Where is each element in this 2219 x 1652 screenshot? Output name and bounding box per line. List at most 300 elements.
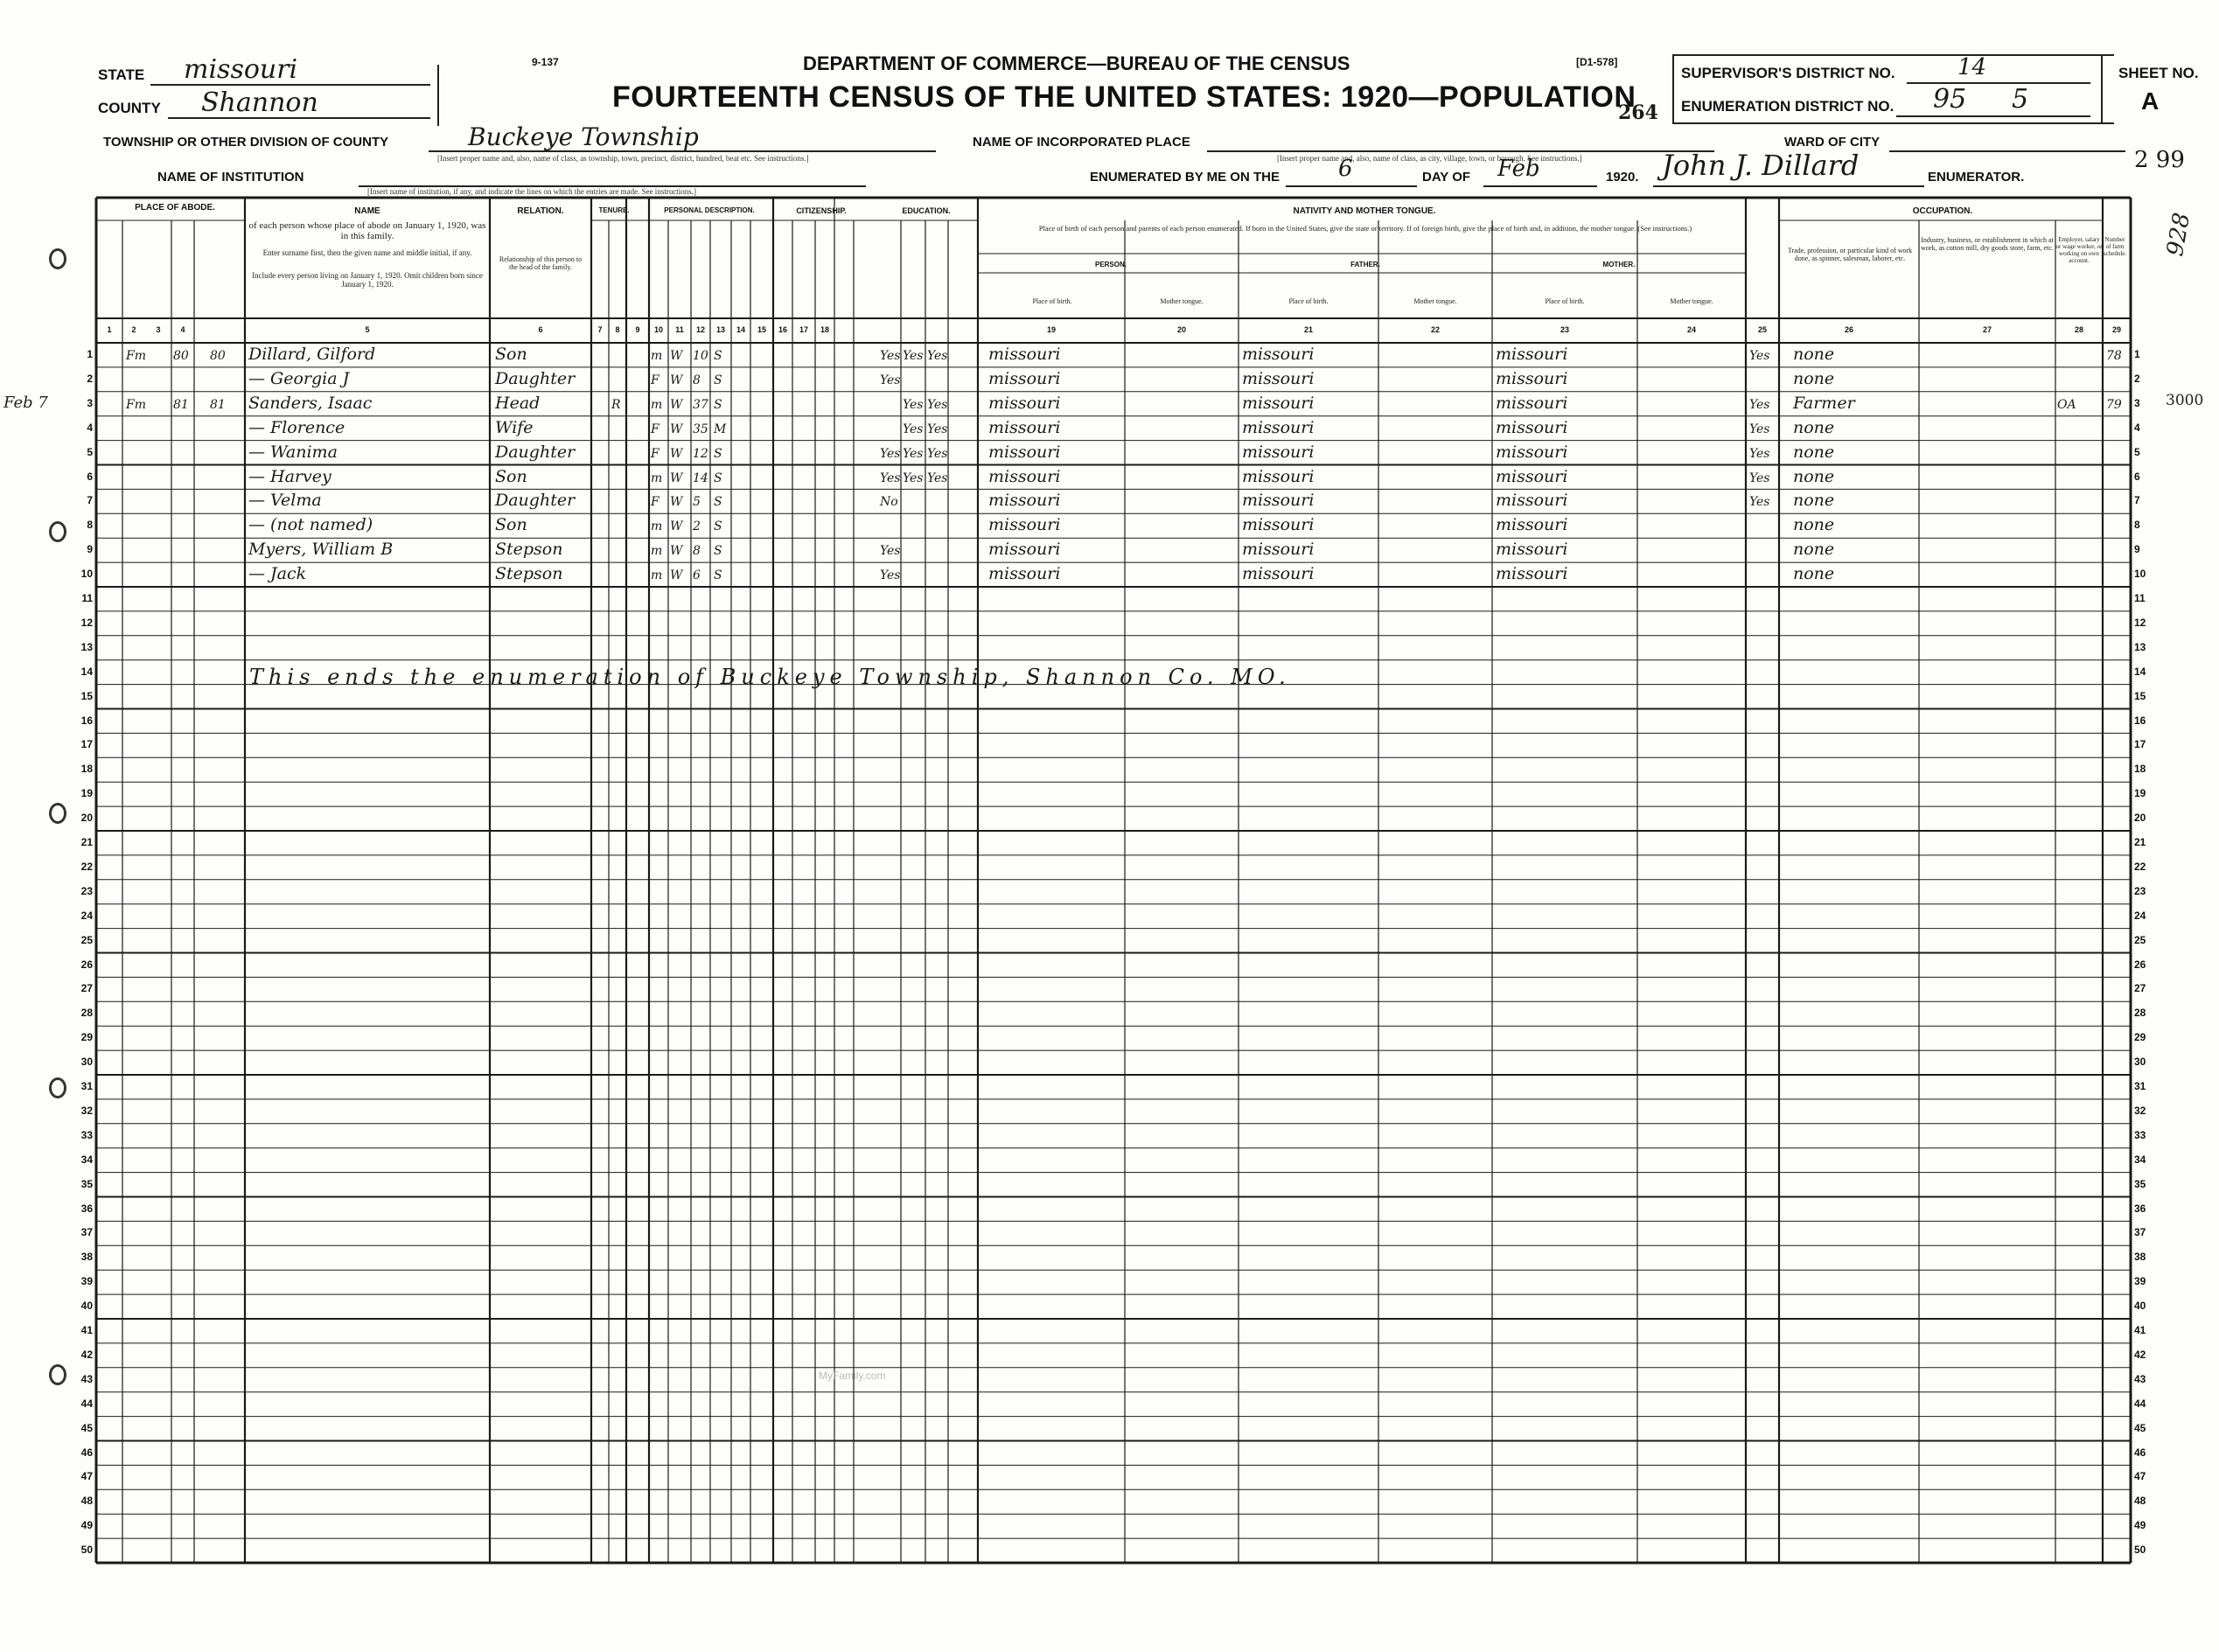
english-cell: Yes [1749,422,1770,436]
age-cell: 14 [693,471,708,485]
column-number: 12 [695,325,705,334]
name-cell: — Jack [248,564,307,584]
school-cell: Yes [880,544,901,559]
occupation-cell: Farmer [1793,393,1855,413]
row-number: 43 [2134,1372,2146,1385]
enumerator-signature: John J. Dillard [1662,149,1860,182]
place-instructions: [Insert proper name and, also, name of class, as city, village, town, or borough. See instructions.] [1277,154,1582,163]
read-cell: Yes [903,446,924,461]
row-number: 12 [2134,616,2146,629]
header-pob-mother: Place of birth. [1545,297,1585,305]
column-number: 25 [1757,325,1767,334]
relation-cell: Stepson [495,564,563,584]
row-number: 34 [80,1153,93,1166]
row-number: 14 [2134,665,2146,678]
row-number: 47 [80,1470,93,1483]
age-cell: 37 [693,397,708,412]
occupation-cell: none [1793,515,1835,535]
column-number: 9 [635,325,640,334]
row-number: 39 [80,1275,93,1288]
ed-value: 95 [1933,84,1967,115]
age-cell: 8 [693,544,701,559]
sex-cell: m [651,544,663,559]
name-cell: Sanders, Isaac [248,393,373,413]
pob-mother-cell: missouri [1496,417,1568,437]
read-cell: Yes [903,422,924,436]
name-cell: — Florence [248,417,345,437]
pob-cell: missouri [988,564,1061,584]
column-number: 7 [597,325,603,334]
column-number: 17 [799,325,808,334]
row-number: 8 [87,519,93,532]
column-number: 21 [1303,325,1313,334]
age-cell: 35 [693,422,708,436]
pob-cell: missouri [988,368,1061,388]
relation-cell: Son [495,345,527,364]
row-number: 31 [2134,1080,2146,1092]
row-number: 15 [2134,689,2146,702]
row-number: 20 [2134,812,2146,825]
header-relation-sub: Relationship of this person to the head of the family. [499,255,583,271]
relation-cell: Daughter [495,491,576,511]
row-number: 30 [2134,1056,2146,1069]
sex-cell: m [651,471,663,485]
year-label: 1920. [1606,170,1639,185]
row-number: 21 [80,836,93,848]
header-father: FATHER. [1350,261,1380,268]
occupation-cell: none [1793,442,1835,462]
row-number: 45 [80,1421,93,1434]
row-number: 25 [2134,933,2146,946]
column-number: 19 [1046,325,1056,334]
age-cell: 2 [693,519,701,534]
header-tenure: TENURE. [598,206,630,214]
column-number: 29 [2111,325,2121,334]
row-number: 6 [2134,470,2140,483]
row-number: 33 [80,1128,93,1141]
row-number: 43 [80,1372,93,1385]
column-number: 23 [1560,325,1569,334]
punch-hole [49,248,66,269]
relation-cell: Daughter [495,442,576,462]
row-number: 46 [2134,1446,2146,1459]
column-number: 10 [653,325,663,334]
row-number: 16 [2134,714,2146,727]
punch-hole [49,803,66,824]
pob-mother-cell: missouri [1496,393,1568,413]
row-number: 20 [80,812,93,825]
sheet-side: A [2141,87,2160,115]
pob-mother-cell: missouri [1496,368,1568,388]
form-id: [D1-578] [1576,56,1618,68]
name-cell: Myers, William B [248,540,394,560]
header-pob-father: Place of birth. [1288,297,1329,305]
column-number: 8 [615,325,620,334]
institution-label: NAME OF INSTITUTION [157,170,304,185]
write-cell: Yes [927,397,948,412]
occupation-cell: none [1793,564,1835,584]
pob-father-cell: missouri [1242,368,1315,388]
row-number: 8 [2134,519,2140,532]
row-number: 45 [2134,1421,2146,1434]
row-number: 41 [80,1324,93,1336]
township-value: Buckeye Township [468,122,699,151]
occupation-cell: none [1793,466,1835,486]
row-number: 44 [80,1397,93,1410]
occupation-cell: none [1793,540,1835,560]
name-cell: — (not named) [248,515,373,535]
row-number: 26 [2134,958,2146,971]
column-number: 15 [757,325,766,334]
row-number: 36 [2134,1202,2146,1215]
marital-cell: S [714,519,722,534]
row-number: 23 [80,884,93,897]
header-personal: PERSONAL DESCRIPTION. [664,206,755,214]
row-number: 28 [80,1007,93,1020]
english-cell: Yes [1749,349,1770,363]
row-number: 3 [2134,396,2140,409]
pob-cell: missouri [988,466,1061,486]
header-name: NAME [354,206,380,216]
marital-cell: M [714,422,727,436]
row-number: 29 [80,1031,93,1044]
own-cell: R [611,397,621,412]
row-number: 2 [2134,372,2140,385]
pob-cell: missouri [988,491,1061,511]
ed-label: ENUMERATION DISTRICT NO. [1681,98,1895,115]
marital-cell: S [714,397,722,412]
header-place-of-abode: PLACE OF ABODE. [135,203,215,213]
row-number: 4 [2134,421,2140,434]
school-cell: Yes [880,349,901,363]
row-number: 2 [87,372,93,385]
relation-cell: Son [495,515,527,535]
employer-cell: OA [2057,397,2076,412]
pob-mother-cell: missouri [1496,564,1568,584]
race-cell: W [670,568,683,583]
pob-father-cell: missouri [1242,564,1315,584]
row-number: 10 [2134,568,2146,581]
pob-cell: missouri [988,417,1061,437]
row-number: 40 [80,1300,93,1313]
row-number: 50 [2134,1544,2146,1557]
row-number: 38 [80,1251,93,1264]
row-number: 7 [2134,494,2140,507]
sex-cell: m [651,349,663,363]
column-number: 5 [365,325,370,334]
read-cell: Yes [903,397,924,412]
header-farm: Number of farm schedule. [2103,236,2127,257]
dwelling-cell: 80 [173,349,189,363]
punch-hole [49,1077,66,1098]
pob-cell: missouri [988,345,1061,364]
age-cell: 10 [693,349,708,363]
sex-cell: m [651,397,663,412]
row-number: 39 [2134,1275,2146,1288]
school-cell: Yes [880,446,901,461]
pob-mother-cell: missouri [1496,515,1568,535]
column-number: 16 [778,325,787,334]
day-label: DAY OF [1422,170,1471,185]
english-cell: Yes [1749,397,1770,412]
row-number: 4 [87,421,93,434]
header-education: EDUCATION. [902,206,951,215]
race-cell: W [670,519,683,534]
marital-cell: S [714,349,722,363]
row-number: 38 [2134,1251,2146,1264]
column-number: 14 [736,325,745,334]
occupation-cell: none [1793,417,1835,437]
row-number: 13 [80,640,93,653]
pob-father-cell: missouri [1242,345,1315,364]
row-number: 28 [2134,1007,2146,1020]
row-number: 30 [80,1056,93,1069]
row-number: 16 [80,714,93,727]
sex-cell: m [651,568,663,583]
write-cell: Yes [927,446,948,461]
column-number: 22 [1430,325,1440,334]
place-label: NAME OF INCORPORATED PLACE [973,135,1190,150]
age-cell: 6 [693,568,701,583]
header-tongue-father: Mother tongue. [1413,297,1457,305]
header-tongue-person: Mother tongue. [1160,297,1204,305]
header-trade: Trade, profession, or particular kind of work done, as spinner, salesman, laborer, etc. [1787,247,1913,262]
column-number: 28 [2074,325,2083,334]
row-number: 6 [87,470,93,483]
pob-father-cell: missouri [1242,442,1315,462]
row-number: 42 [2134,1348,2146,1361]
header-pob-person: Place of birth. [1032,297,1072,305]
header-mother: MOTHER. [1602,261,1636,268]
row-number: 40 [2134,1300,2146,1313]
race-cell: W [670,397,683,412]
census-title: FOURTEENTH CENSUS OF THE UNITED STATES: 1920—POPULATION [612,80,1636,114]
row-number: 24 [80,909,93,922]
pob-mother-cell: missouri [1496,345,1568,364]
pob-father-cell: missouri [1242,466,1315,486]
read-cell: Yes [903,471,924,485]
column-number: 20 [1176,325,1186,334]
relation-cell: Son [495,466,527,486]
name-cell: — Wanima [248,442,338,462]
occupation-cell: none [1793,345,1835,364]
pob-cell: missouri [988,540,1061,560]
header-nativity: NATIVITY AND MOTHER TONGUE. [1293,206,1436,216]
row-number: 35 [2134,1177,2146,1190]
county-label: COUNTY [98,100,161,116]
column-number: 24 [1686,325,1696,334]
header-person: PERSON. [1094,261,1127,268]
pob-mother-cell: missouri [1496,442,1568,462]
race-cell: W [670,471,683,485]
pob-mother-cell: missouri [1496,540,1568,560]
margin-total: 3000 [2166,392,2204,409]
race-cell: W [670,446,683,461]
farm-cell: 78 [2106,349,2122,363]
end-note: This ends the enumeration of Buckeye Township, Shannon Co. MO. [249,665,1291,689]
row-number: 1 [2134,348,2140,360]
row-number: 34 [2134,1153,2146,1166]
relation-cell: Stepson [495,540,563,560]
ward-label: WARD OF CITY [1784,135,1881,150]
column-number: 2 [131,325,136,334]
occupation-cell: none [1793,491,1835,511]
row-number: 32 [2134,1104,2146,1117]
race-cell: W [670,349,683,363]
row-number: 35 [80,1177,93,1190]
row-number: 5 [87,445,93,458]
row-number: 17 [2134,738,2146,751]
row-number: 19 [2134,787,2146,800]
relation-cell: Head [495,393,541,413]
corner-number: 2 99 [2134,147,2185,173]
row-number: 36 [80,1202,93,1215]
row-number: 7 [87,494,93,507]
race-cell: W [670,422,683,436]
row-number: 3 [87,396,93,409]
race-cell: W [670,544,683,559]
column-number: 13 [715,325,725,334]
family-cell: 81 [210,397,226,412]
header-citizenship: CITIZENSHIP. [796,206,847,215]
supervisor-value: 14 [1957,54,1987,80]
punch-hole [49,1364,66,1385]
sex-cell: F [651,373,659,387]
write-cell: Yes [927,422,948,436]
header-occupation: OCCUPATION. [1912,206,1973,216]
column-number: 6 [538,325,543,334]
margin-date: Feb 7 [3,394,48,412]
pob-mother-cell: missouri [1496,466,1568,486]
sex-cell: F [651,495,659,510]
row-number: 42 [80,1348,93,1361]
row-number: 11 [2134,592,2146,604]
name-cell: Dillard, Gilford [248,345,376,364]
english-cell: Yes [1749,446,1770,461]
column-number: 4 [180,325,185,334]
supervisor-label: SUPERVISOR'S DISTRICT NO. [1681,65,1895,81]
tenure-cell: Fm [126,397,146,412]
margin-vertical-number: 928 [2162,211,2196,259]
row-number: 9 [87,543,93,556]
pob-cell: missouri [988,515,1061,535]
row-number: 41 [2134,1324,2146,1336]
row-number: 23 [2134,884,2146,897]
english-cell: Yes [1749,471,1770,485]
row-number: 25 [80,933,93,946]
pob-cell: missouri [988,442,1061,462]
row-number: 5 [2134,445,2140,458]
row-number: 49 [2134,1519,2146,1532]
row-number: 1 [87,348,93,360]
row-number: 27 [80,982,93,995]
pob-father-cell: missouri [1242,417,1315,437]
column-number: 18 [820,325,829,334]
form-code: 9-137 [532,56,559,68]
row-number: 10 [80,568,93,581]
family-cell: 80 [210,349,226,363]
school-cell: Yes [880,568,901,583]
marital-cell: S [714,373,722,387]
age-cell: 5 [693,495,701,510]
name-cell: — Harvey [248,466,331,486]
sex-cell: m [651,519,663,534]
read-cell: Yes [903,349,924,363]
row-number: 13 [2134,640,2146,653]
row-number: 26 [80,958,93,971]
marital-cell: S [714,544,722,559]
race-cell: W [670,495,683,510]
state-value: missouri [184,54,298,85]
pob-mother-cell: missouri [1496,491,1568,511]
pob-father-cell: missouri [1242,515,1315,535]
marital-cell: S [714,568,722,583]
row-number: 47 [2134,1470,2146,1483]
punch-hole [49,521,66,542]
state-label: STATE [98,66,145,83]
pob-father-cell: missouri [1242,491,1315,511]
column-number: 1 [107,325,112,334]
marital-cell: S [714,471,722,485]
relation-cell: Wife [495,417,534,437]
enumerated-label: ENUMERATED BY ME ON THE [1090,170,1280,185]
age-cell: 12 [693,446,708,461]
column-number: 27 [1982,325,1992,334]
dwelling-cell: 81 [173,397,189,412]
enumerator-label: ENUMERATOR. [1928,170,2025,185]
sheet-label: SHEET NO. [2118,65,2199,81]
row-number: 24 [2134,909,2146,922]
relation-cell: Daughter [495,368,576,388]
row-number: 18 [2134,763,2146,776]
township-instructions: [Insert proper name and, also, name of class, as township, town, precinct, district, hundred, beat etc. See instructions.] [437,154,809,163]
write-cell: Yes [927,349,948,363]
row-number: 44 [2134,1397,2146,1410]
occupation-cell: none [1793,368,1835,388]
row-number: 33 [2134,1128,2146,1141]
tenure-cell: Fm [126,349,146,363]
row-number: 46 [80,1446,93,1459]
pob-father-cell: missouri [1242,540,1315,560]
row-number: 32 [80,1104,93,1117]
row-number: 15 [80,689,93,702]
header-tongue-mother: Mother tongue. [1670,297,1713,305]
row-number: 17 [80,738,93,751]
row-number: 48 [80,1495,93,1508]
header-name-sub3: Include every person living on January 1, 1920. Omit children born since January 1, 1920. [252,271,483,289]
row-number: 11 [81,592,93,604]
header-name-sub: of each person whose place of abode on January 1, 1920, was in this family. [248,220,486,241]
department-title: DEPARTMENT OF COMMERCE—BUREAU OF THE CENSUS [803,52,1350,74]
marital-cell: S [714,495,722,510]
row-number: 9 [2134,543,2140,556]
row-number: 29 [2134,1031,2146,1044]
row-number: 18 [80,763,93,776]
row-number: 48 [2134,1495,2146,1508]
name-cell: — Georgia J [248,368,350,388]
write-cell: Yes [927,471,948,485]
township-label: TOWNSHIP OR OTHER DIVISION OF COUNTY [103,135,389,150]
row-number: 37 [80,1226,93,1239]
institution-instructions: [Insert name of institution, if any, and indicate the lines on which the entries are made. See instructions.] [367,187,697,196]
month-value: Feb [1497,156,1540,182]
column-number: 26 [1844,325,1853,334]
header-industry: Industry, business, or establishment in which at work, as cotton mill, dry goods store, farm, etc. [1921,236,2054,252]
row-number: 12 [80,616,93,629]
farm-cell: 79 [2106,397,2122,412]
pob-cell: missouri [988,393,1061,413]
row-number: 21 [2134,836,2146,848]
